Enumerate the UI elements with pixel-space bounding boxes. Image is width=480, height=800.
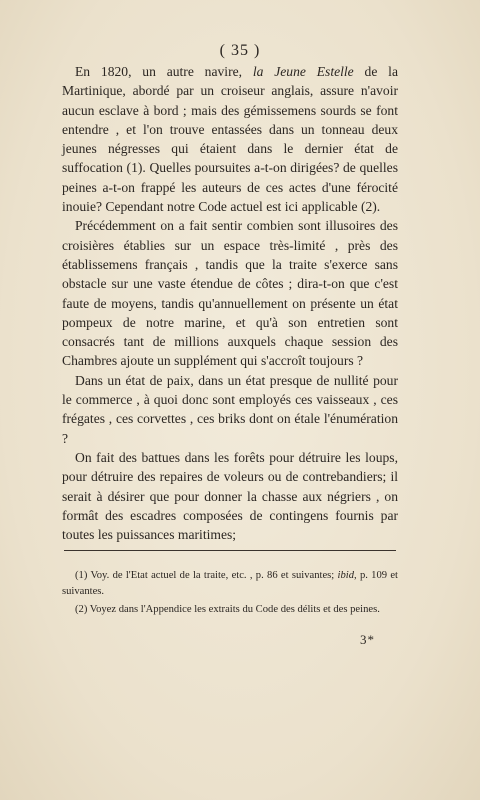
- body-text: [62, 62, 398, 544]
- footnote-divider: [64, 550, 396, 551]
- footnote-1-rest: , p. 109 et suivantes.: [62, 570, 398, 597]
- footnote-1-lead: (1) Voy. de l'Etat actuel de la traite, etc. , p. 86 et suivantes;: [75, 570, 338, 581]
- paragraph-3: Dans un état de paix, dans un état presque de nullité pour le commerce , à quoi donc sont employés ces vaisseaux , ces frégates , ces corvettes , ces briks dont on étale l'énumération ?: [62, 372, 398, 446]
- footnote-1: [62, 568, 398, 599]
- paragraph-2: Précédemment on a fait sentir combien sont illusoires des croisières établies sur un espace très-limité , près des établissemens français , tandis que la traite s'exerce sans obstacle sur une vaste étendue de côtes ; dira-t-on que c'est faute de moyens, tandis qu'annuellement on présente un état pompeux de notre marine, et qu'à son entretien sont consacrés tant de millions auxquels chaque session des Chambres ajoute un supplément qui s'accroît toujours ?: [62, 218, 398, 369]
- ship-name: la Jeune Estelle: [252, 64, 354, 79]
- signature-mark: 3*: [360, 632, 375, 647]
- footnotes: [62, 568, 398, 621]
- page-number: ( 35 ): [219, 42, 261, 59]
- footnote-2: (2) Voyez dans l'Appendice les extraits du Code des délits et des peines.: [75, 604, 380, 615]
- footnote-1-ibid: ibid: [337, 570, 354, 581]
- paragraph-1: [62, 62, 398, 216]
- paragraph-1-lead: En 1820, un autre navire,: [75, 64, 253, 79]
- paragraph-4: On fait des battues dans les forêts pour détruire les loups, pour détruire des repaires de voleurs ou de contrebandiers; il serait à désirer que pour donner la chasse aux négriers , on formât des escadres composées de contingens fournis par toutes les puissances maritimes;: [62, 449, 398, 543]
- paragraph-1-rest: de la Martinique, abordé par un croiseur anglais, assure n'avoir aucun esclave à bord ; mais des gémissemens sourds se font entendre , et l'on trouve entassées dans un tonneau deux jeunes négresses qui étaient dans le dernier état de suffocation (1). Quelles poursuites a-t-on dirigées? de quelles peines a-t-on frappé les auteurs de ces actes d'une férocité inouie? Cependant notre Code actuel est ici applicable (2).: [62, 64, 398, 215]
